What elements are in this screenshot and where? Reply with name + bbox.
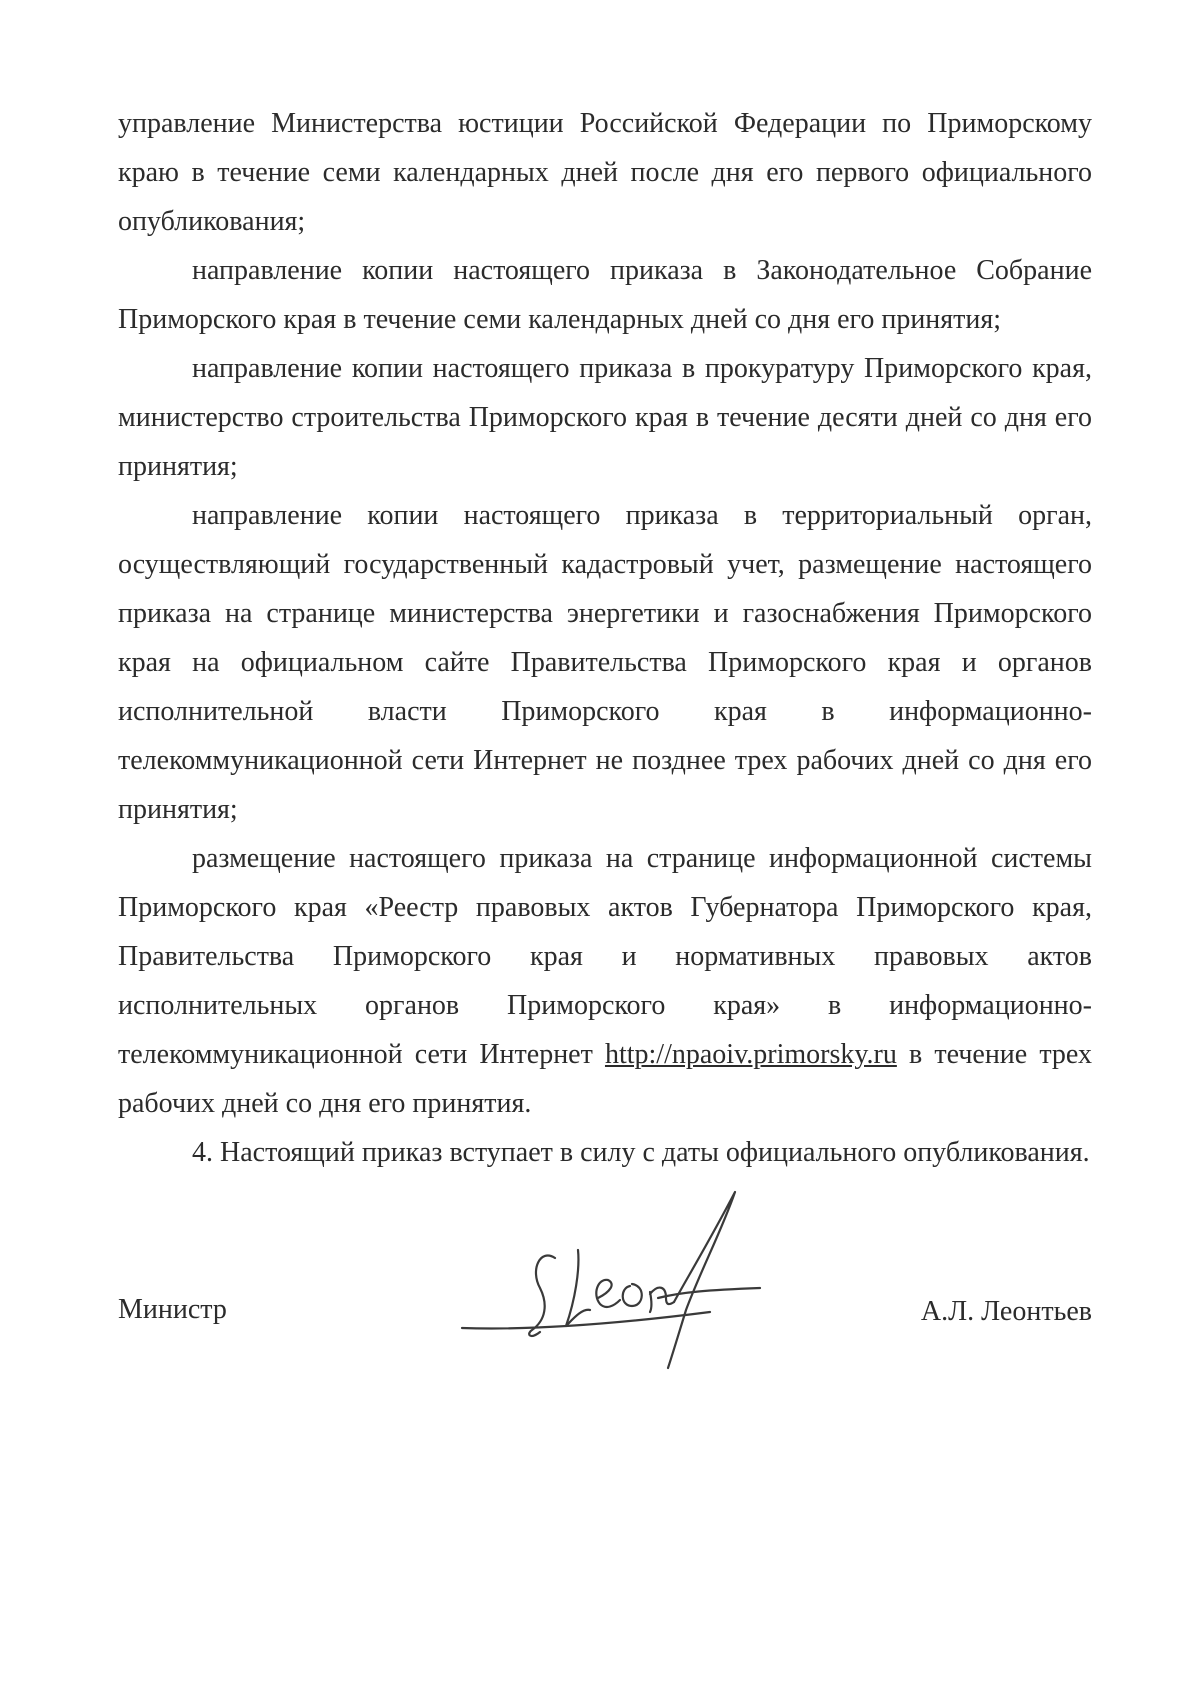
paragraph-text: в течение трех рабочих дней со дня его принятия.: [118, 1039, 1092, 1119]
paragraph: [118, 1128, 1092, 1177]
paragraph: [118, 99, 1092, 246]
paragraph-text: направление копии настоящего приказа в прокуратуру Приморского края, министерство строительства Приморского края в течение десяти дней со дня его принятия;: [118, 353, 1092, 482]
registry-link[interactable]: http://npaoiv.primorsky.ru: [604, 1039, 897, 1070]
paragraph: [118, 344, 1092, 491]
signature-block: [118, 1290, 1092, 1350]
paragraph: [118, 246, 1092, 344]
paragraph-text: размещение настоящего приказа на странице информационной системы Приморского края «Реестр правовых актов Губернатора Приморского края, Правительства Приморского края и нормативных правовых актов исполнительных органов Приморского края» в информационно-телекоммуникационной сети Интернет: [118, 843, 1092, 1070]
paragraph-text: 4. Настоящий приказ вступает в силу с даты официального опубликования.: [192, 1137, 1090, 1168]
paragraph: [118, 834, 1092, 1128]
paragraph-text: управление Министерства юстиции Российской Федерации по Приморскому краю в течение семи календарных дней после дня его первого официального опубликования;: [118, 108, 1092, 237]
paragraph: [118, 491, 1092, 834]
paragraph-text: направление копии настоящего приказа в территориальный орган, осуществляющий государственный кадастровый учет, размещение настоящего приказа на странице министерства энергетики и газоснабжения Приморского края на официальном сайте Правительства Приморского края и органов исполнительной власти Приморского края в информационно-телекоммуникационной сети Интернет не позднее трех рабочих дней со дня его принятия;: [118, 500, 1092, 825]
paragraph-text: направление копии настоящего приказа в Законодательное Собрание Приморского края в течение семи календарных дней со дня его принятия;: [118, 255, 1092, 335]
signatory-name: А.Л. Леонтьев: [920, 1296, 1092, 1327]
signatory-title: Министр: [118, 1294, 227, 1325]
document-body: [118, 99, 1092, 1177]
